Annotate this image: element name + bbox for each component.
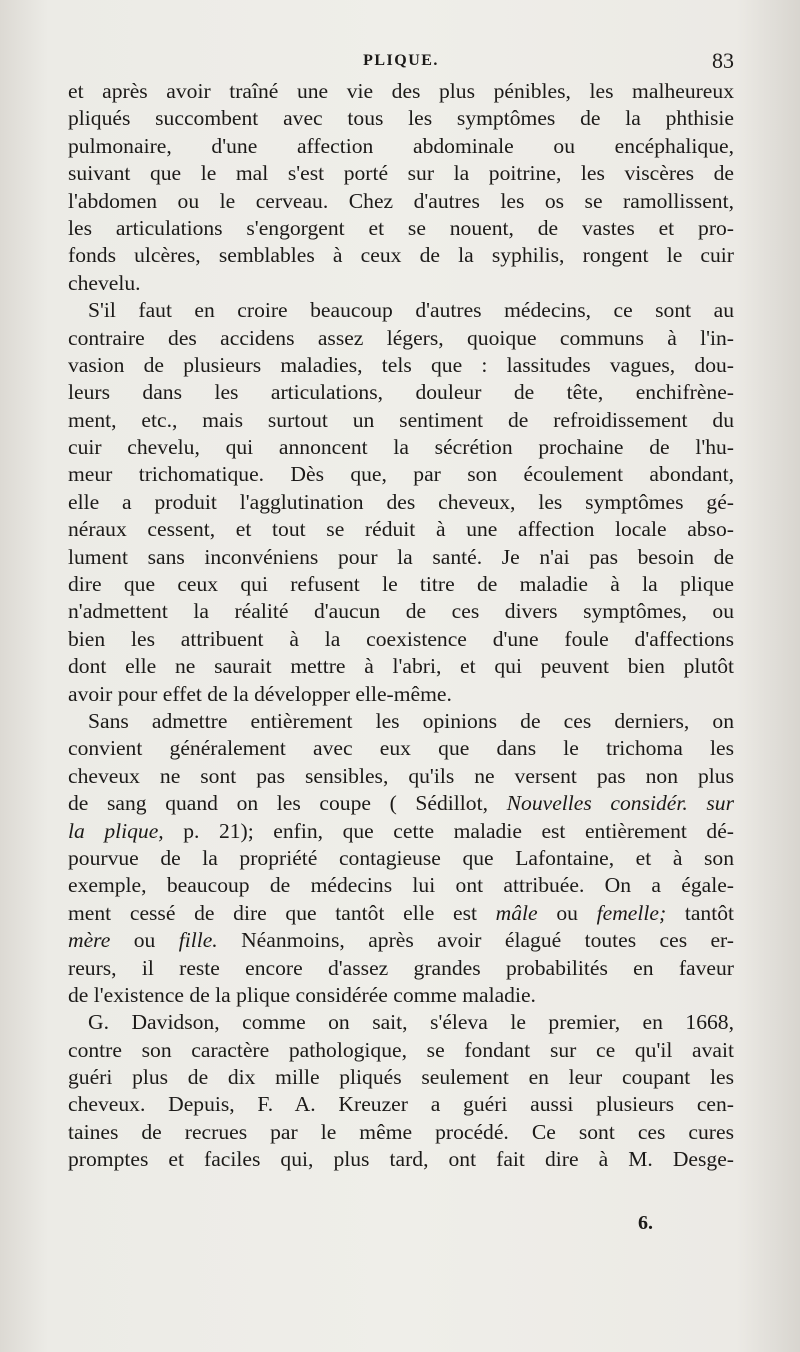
text-segment: G. Davidson, comme on sait, s'éleva le premier, en 1668,: [88, 1010, 734, 1035]
text-segment: ou: [110, 928, 179, 953]
text-line: [68, 160, 734, 187]
text-segment: dire que ceux qui refusent le titre de maladie à la plique: [68, 572, 734, 597]
text-segment: l'abdomen ou le cerveau. Chez d'autres les os se ramollissent,: [68, 188, 734, 213]
text-line: [68, 461, 734, 488]
text-segment: vasion de plusieurs maladies, tels que : lassitudes vagues, dou-: [68, 352, 734, 377]
text-segment: meur trichomatique. Dès que, par son écoulement abondant,: [68, 462, 734, 487]
text-segment: et après avoir traîné une vie des plus pénibles, les malheureux: [68, 79, 734, 103]
text-segment: lument sans inconvéniens pour la santé. Je n'ai pas besoin de: [68, 544, 734, 569]
text-line: [68, 489, 734, 516]
text-segment: ou: [537, 900, 597, 925]
text-segment: elle a produit l'agglutination des cheveux, les symptômes gé-: [68, 489, 734, 514]
text-line: [68, 872, 734, 899]
text-line: [68, 845, 734, 872]
text-segment: tantôt: [666, 900, 735, 925]
italic-text: mère: [68, 928, 111, 953]
italic-text: femelle;: [596, 900, 667, 925]
text-line: [68, 927, 734, 954]
text-line: [68, 105, 734, 132]
running-head: [68, 48, 734, 72]
text-segment: taines de recrues par le même procédé. Ce sont ces cures: [68, 1119, 734, 1144]
text-segment: suivant que le mal s'est porté sur la poitrine, les viscères de: [68, 161, 734, 186]
text-line: [68, 763, 734, 790]
text-segment: cheveux ne sont pas sensibles, qu'ils ne versent pas non plus: [68, 763, 734, 788]
page-number: 83: [712, 48, 734, 73]
text-segment: les articulations s'engorgent et se nouent, de vastes et pro-: [68, 215, 734, 240]
text-segment: contraire des accidens assez légers, quoique communs à l'in-: [68, 325, 734, 350]
text-segment: cuir chevelu, qui annoncent la sécrétion prochaine de l'hu-: [68, 435, 734, 460]
text-line: [68, 1119, 734, 1146]
text-line: [68, 790, 734, 817]
text-line: [68, 1037, 734, 1064]
text-line: [68, 188, 734, 215]
text-line: [68, 900, 734, 927]
italic-text: la plique,: [68, 818, 164, 843]
text-line: [68, 133, 734, 160]
text-line: [68, 1064, 734, 1091]
text-segment: Sans admettre entièrement les opinions de ces derniers, on: [88, 708, 734, 733]
text-line: [68, 598, 734, 625]
text-line: [68, 653, 734, 680]
text-segment: pliqués succombent avec tous les symptômes de la phthisie: [68, 106, 734, 131]
text-segment: Néanmoins, après avoir élagué toutes ces er-: [217, 928, 734, 953]
text-line: [68, 352, 734, 379]
text-line: [68, 407, 734, 434]
text-segment: reurs, il reste encore d'assez grandes probabilités en faveur: [68, 955, 734, 980]
text-segment: contre son caractère pathologique, se fondant sur ce qu'il avait: [68, 1037, 734, 1062]
text-line: [68, 270, 734, 297]
italic-text: Nouvelles considér. sur: [506, 791, 734, 816]
text-segment: n'admettent la réalité d'aucun de ces divers symptômes, ou: [68, 599, 734, 624]
text-line: [68, 215, 734, 242]
text-segment: promptes et faciles qui, plus tard, ont fait dire à M. Desge-: [68, 1147, 734, 1172]
text-segment: pourvue de la propriété contagieuse que Lafontaine, et à son: [68, 845, 734, 870]
text-segment: S'il faut en croire beaucoup d'autres médecins, ce sont au: [88, 298, 734, 323]
text-line: [68, 708, 734, 735]
italic-text: mâle: [495, 900, 538, 925]
running-title: PLIQUE.: [363, 52, 439, 69]
text-segment: ment, etc., mais surtout un sentiment de refroidissement du: [68, 407, 734, 432]
text-line: [68, 982, 734, 1009]
text-segment: ment cessé de dire que tantôt elle est: [68, 900, 496, 925]
text-segment: avoir pour effet de la développer elle-même.: [68, 681, 452, 706]
text-line: [68, 297, 734, 324]
text-line: [68, 379, 734, 406]
text-line: [68, 242, 734, 269]
text-segment: pulmonaire, d'une affection abdominale ou encéphalique,: [68, 133, 734, 158]
text-segment: chevelu.: [68, 270, 141, 295]
text-line: [68, 955, 734, 982]
text-segment: leurs dans les articulations, douleur de tête, enchifrène-: [68, 380, 734, 405]
text-segment: fonds ulcères, semblables à ceux de la syphilis, rongent le cuir: [68, 243, 734, 268]
text-segment: exemple, beaucoup de médecins lui ont attribuée. On a égale-: [68, 873, 734, 898]
text-line: [68, 325, 734, 352]
text-line: [68, 516, 734, 543]
text-segment: guéri plus de dix mille pliqués seulement en leur coupant les: [68, 1065, 734, 1090]
text-line: [68, 571, 734, 598]
text-line: [68, 434, 734, 461]
text-segment: dont elle ne saurait mettre à l'abri, et qui peuvent bien plutôt: [68, 654, 734, 679]
body-text: [68, 78, 734, 1174]
text-line: [68, 78, 734, 105]
text-segment: de sang quand on les coupe ( Sédillot,: [68, 791, 507, 816]
signature-mark: 6.: [638, 1212, 653, 1234]
text-segment: de l'existence de la plique considérée comme maladie.: [68, 982, 536, 1007]
text-line: [68, 1091, 734, 1118]
text-line: [68, 681, 734, 708]
text-segment: bien les attribuent à la coexistence d'une foule d'affections: [68, 626, 734, 651]
text-line: [68, 1009, 734, 1036]
text-line: [68, 1146, 734, 1173]
text-segment: p. 21); enfin, que cette maladie est entièrement dé-: [163, 818, 734, 843]
text-segment: convient généralement avec eux que dans le trichoma les: [68, 736, 734, 761]
text-segment: néraux cessent, et tout se réduit à une affection locale abso-: [68, 517, 734, 542]
text-line: [68, 626, 734, 653]
text-line: [68, 544, 734, 571]
text-line: [68, 735, 734, 762]
italic-text: fille.: [178, 928, 218, 953]
text-line: [68, 818, 734, 845]
text-segment: cheveux. Depuis, F. A. Kreuzer a guéri aussi plusieurs cen-: [68, 1092, 734, 1117]
